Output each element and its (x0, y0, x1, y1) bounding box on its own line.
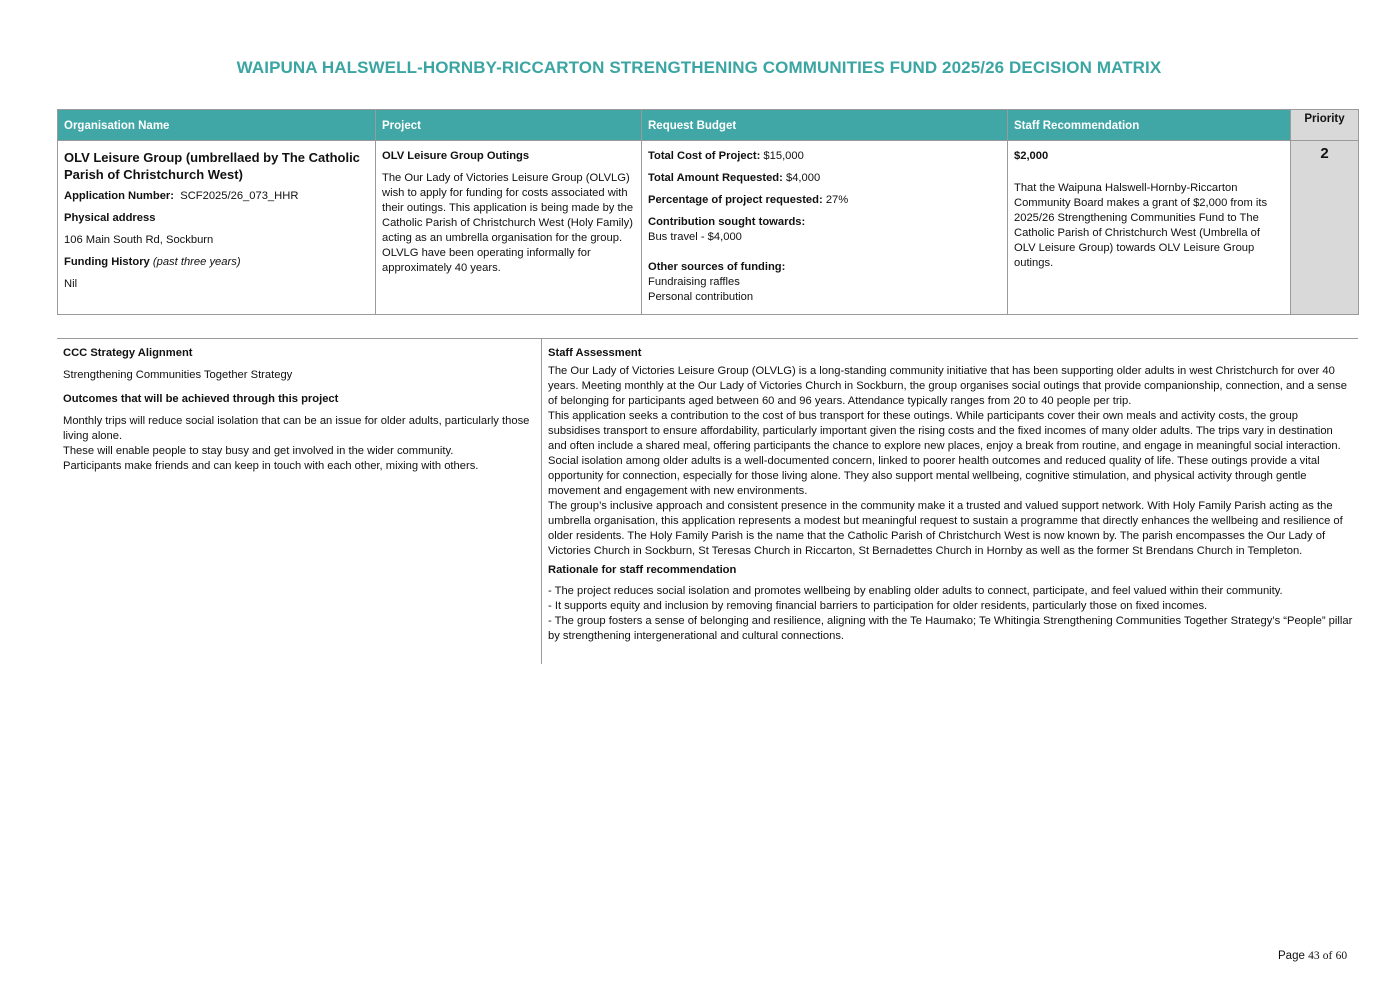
header-priority: Priority (1291, 110, 1359, 141)
recommended-amount: $2,000 (1014, 150, 1049, 162)
total-requested: $4,000 (785, 172, 821, 184)
project-description: The Our Lady of Victories Leisure Group (OLVLG) wish to apply for funding for costs associated with their outings. This application is being made by the Catholic Parish of Christchurch West (Holy Family) acting as an umbrella organisation for the group. OLVLG have been operating informally for approximately 40 years. (382, 172, 634, 274)
funding-history-label: Funding History (64, 256, 150, 268)
percentage-requested: 27% (825, 194, 849, 206)
physical-address: 106 Main South Rd, Sockburn (64, 234, 214, 246)
total-cost: $15,000 (763, 150, 804, 162)
staff-assessment-label: Staff Assessment (548, 347, 642, 359)
assessment-paragraph: The group’s inclusive approach and consistent presence in the community make it a trusted and valued support network. With Holy Family Parish acting as the umbrella organisation, this application represents a modest but meaningful request to sustain a programme that directly enhances the wellbeing and resilience of older residents. The Holy Family Parish is the name that the Catholic Parish of Christchurch West is now known by. The parish encompasses the Our Lady of Victories Church in Sockburn, St Teresas Church in Riccarton, St Bernadettes Church in Hornby as well as the former St Brendans Church in Templeton. (548, 500, 1343, 557)
contribution-label: Contribution sought towards: (648, 216, 806, 228)
strategy-column (57, 339, 541, 481)
contribution-value: Bus travel - $4,000 (648, 231, 742, 243)
priority-value: 2 (1291, 141, 1359, 315)
outcome-item: These will enable people to stay busy and get involved in the wider community. (63, 445, 454, 457)
application-number: SCF2025/26_073_HHR (180, 190, 299, 202)
assessment-paragraph: This application seeks a contribution to the cost of bus transport for these outings. While participants cover their own meals and activity costs, the group subsidises transport to ensure affordability, particularly important given the rising costs and the fixed incomes of many older adults. The trips vary in destination and often include a shared meal, offering participants the chance to explore new places, enjoy a break from routine, and engage in meaningful social interaction. (548, 410, 1341, 452)
rationale-item: - The project reduces social isolation and promotes wellbeing by enabling older adults to connect, participate, and feel valued within their community. (548, 585, 1283, 597)
assessment-paragraph: The Our Lady of Victories Leisure Group (OLVLG) is a long-standing community initiative that has been supporting older adults in west Christchurch for over 40 years. Meeting monthly at the Our Lady of Victories Church in Sockburn, the group organises social outings that provide companionship, connection, and a sense of belonging for participants aged between 60 and 96 years. Attendance typically ranges from 20 to 40 people per trip. (548, 365, 1347, 407)
staff-assessment-column (541, 339, 1359, 664)
application-number-line (64, 189, 369, 204)
header-organisation: Organisation Name (58, 110, 376, 141)
application-number-label: Application Number: (64, 190, 175, 202)
table-header-row (58, 110, 1359, 141)
total-requested-label: Total Amount Requested: (648, 172, 783, 184)
project-cell (376, 141, 642, 315)
rationale-item: - The group fosters a sense of belonging and resilience, aligning with the Te Haumako; Te Whitingia Strengthening Communities Together Strategy’s “People” pillar by strengthening intergenerational and cultural connections. (548, 615, 1353, 642)
page-total: 60 (1335, 950, 1348, 962)
assessment-paragraph: Social isolation among older adults is a well-documented concern, linked to poorer health outcomes and reduced quality of life. These outings provide a vital opportunity for connection, especially for those living alone. They also support mental wellbeing, cognitive stimulation, and physical activity through gentle movement and engagement with new environments. (548, 455, 1320, 497)
organisation-name: OLV Leisure Group (umbrellaed by The Catholic Parish of Christchurch West) (64, 150, 360, 182)
other-sources-label: Other sources of funding: (648, 261, 786, 273)
recommendation-text: That the Waipuna Halswell-Hornby-Riccarton Community Board makes a grant of $2,000 from its 2025/26 Strengthening Communities Fund to The Catholic Parish of Christchurch West (Umbrella of OLV Leisure Group) towards OLV Leisure Group outings. (1014, 182, 1268, 269)
strategy-label: CCC Strategy Alignment (63, 347, 193, 359)
funding-history: Nil (64, 278, 78, 290)
outcome-item: Monthly trips will reduce social isolation that can be an issue for older adults, particularly those living alone. (63, 415, 530, 442)
project-title: OLV Leisure Group Outings (382, 150, 530, 162)
other-source-item: Fundraising raffles (648, 276, 740, 288)
organisation-cell (58, 141, 376, 315)
header-budget: Request Budget (642, 110, 1008, 141)
assessment-section (57, 338, 1358, 642)
page-title: WAIPUNA HALSWELL-HORNBY-RICCARTON STRENGTHENING COMMUNITIES FUND 2025/26 DECISION MATRIX (236, 58, 1162, 77)
budget-cell (642, 141, 1008, 315)
table-row (58, 141, 1359, 315)
page-current: 43 (1308, 950, 1320, 962)
outcomes-label: Outcomes that will be achieved through this project (63, 393, 339, 405)
strategy-value: Strengthening Communities Together Strategy (63, 369, 293, 381)
total-cost-label: Total Cost of Project: (648, 150, 761, 162)
outcome-item: Participants make friends and can keep in touch with each other, mixing with others. (63, 460, 479, 472)
other-source-item: Personal contribution (648, 291, 754, 303)
header-staff-recommendation: Staff Recommendation (1008, 110, 1291, 141)
page-of: of (1322, 950, 1333, 962)
decision-matrix-table (57, 109, 1359, 315)
page-number (1278, 950, 1347, 962)
page-label: Page (1278, 950, 1305, 962)
header-project: Project (376, 110, 642, 141)
address-label: Physical address (64, 212, 156, 224)
funding-history-note: (past three years) (152, 256, 241, 268)
rationale-item: - It supports equity and inclusion by removing financial barriers to participation for older residents, particularly those on fixed incomes. (548, 600, 1208, 612)
staff-recommendation-cell (1008, 141, 1291, 315)
percentage-label: Percentage of project requested: (648, 194, 823, 206)
rationale-label: Rationale for staff recommendation (548, 564, 737, 576)
